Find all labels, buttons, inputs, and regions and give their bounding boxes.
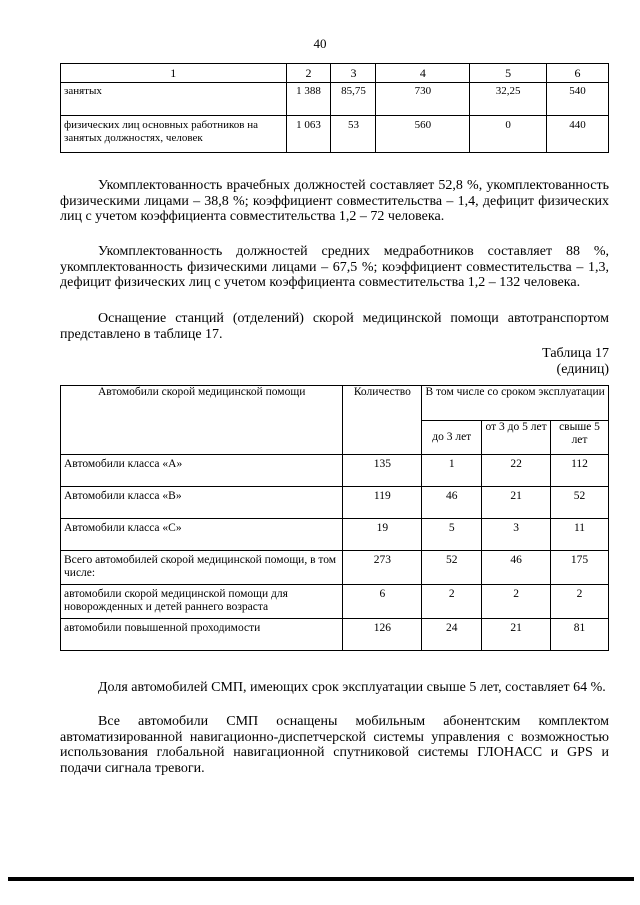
table-caption-unit: (единиц) [556, 362, 609, 377]
row-label: занятых [61, 83, 287, 116]
table-cell: 85,75 [331, 83, 376, 116]
table-cell: 1 388 [286, 83, 331, 116]
page-number: 40 [313, 36, 327, 51]
row-label: автомобили скорой медицинской помощи для новорожденных и детей раннего возраста [61, 585, 343, 619]
table-cell: 53 [331, 116, 376, 153]
paragraph-text: Доля автомобилей СМП, имеющих срок эксплуатации свыше 5 лет, составляет 64 %. [98, 680, 606, 695]
table-cell: 52 [551, 487, 609, 519]
row-label: Автомобили класса «В» [61, 487, 343, 519]
header-up-to-3: до 3 лет [422, 420, 482, 455]
table-cell: 540 [547, 83, 609, 116]
header-3-to-5: от 3 до 5 лет [482, 420, 551, 455]
table-caption [542, 346, 609, 378]
body-paragraph [60, 311, 609, 342]
table-cell: 22 [482, 455, 551, 487]
staffing-table-continuation [60, 63, 609, 153]
table-cell: 2 [482, 585, 551, 619]
table-cell: 52 [422, 551, 482, 585]
table-cell: 273 [343, 551, 422, 585]
body-paragraph [60, 244, 609, 291]
row-label: Автомобили класса «С» [61, 519, 343, 551]
row-label: физических лиц основных работников на занятых должностях, человек [61, 116, 287, 153]
body-paragraph [60, 178, 609, 225]
column-number: 6 [547, 64, 609, 83]
table-header-row [61, 386, 609, 421]
bottom-rule [8, 877, 634, 881]
paragraph-text: Укомплектованность врачебных должностей составляет 52,8 %, укомплектованность физическими лицами – 38,8 %; коэффициент совместительства – 1,4, дефицит физических лиц с учетом коэффициента совместительства 1,2 – 72 человека. [60, 178, 609, 225]
table-cell: 2 [422, 585, 482, 619]
table-cell: 730 [376, 83, 470, 116]
column-number: 1 [61, 64, 287, 83]
column-number: 4 [376, 64, 470, 83]
table-cell: 5 [422, 519, 482, 551]
body-paragraph [60, 680, 609, 696]
header-quantity: Количество [343, 386, 422, 455]
table-cell: 119 [343, 487, 422, 519]
column-number: 3 [331, 64, 376, 83]
table-cell: 6 [343, 585, 422, 619]
table-cell: 46 [482, 551, 551, 585]
table-cell: 175 [551, 551, 609, 585]
table-cell: 135 [343, 455, 422, 487]
column-number: 5 [470, 64, 547, 83]
body-paragraph [60, 714, 609, 776]
column-number-row [61, 64, 609, 83]
table-cell: 19 [343, 519, 422, 551]
table-cell: 1 063 [286, 116, 331, 153]
table-cell: 112 [551, 455, 609, 487]
table-cell: 21 [482, 619, 551, 651]
table-row [61, 83, 609, 116]
table-row [61, 619, 609, 651]
column-number: 2 [286, 64, 331, 83]
table-cell: 560 [376, 116, 470, 153]
paragraph-text: Оснащение станций (отделений) скорой медицинской помощи автотранспортом представлено в таблице 17. [60, 311, 609, 342]
row-label: Всего автомобилей скорой медицинской помощи, в том числе: [61, 551, 343, 585]
table-cell: 1 [422, 455, 482, 487]
row-label: Автомобили класса «А» [61, 455, 343, 487]
table-cell: 126 [343, 619, 422, 651]
table-row [61, 585, 609, 619]
ambulance-fleet-table [60, 385, 609, 651]
table-cell: 0 [470, 116, 547, 153]
table-cell: 2 [551, 585, 609, 619]
header-vehicles: Автомобили скорой медицинской помощи [61, 386, 343, 455]
table-row [61, 455, 609, 487]
table-caption-title: Таблица 17 [542, 346, 609, 361]
row-label: автомобили повышенной проходимости [61, 619, 343, 651]
table-cell: 24 [422, 619, 482, 651]
table-cell: 3 [482, 519, 551, 551]
table-cell: 32,25 [470, 83, 547, 116]
table-row [61, 487, 609, 519]
table-cell: 440 [547, 116, 609, 153]
header-over-5: свыше 5 лет [551, 420, 609, 455]
table-cell: 46 [422, 487, 482, 519]
table-row [61, 551, 609, 585]
table-cell: 11 [551, 519, 609, 551]
table-row [61, 116, 609, 153]
table-row [61, 519, 609, 551]
header-service-life: В том числе со сроком эксплуатации [422, 386, 609, 421]
paragraph-text: Укомплектованность должностей средних медработников составляет 88 %, укомплектованность физическими лицами – 67,5 %; коэффициент совместительства – 1,3, дефицит физических лиц с учетом коэффициента совместительства 1,2 – 132 человека. [60, 244, 609, 291]
paragraph-text: Все автомобили СМП оснащены мобильным абонентским комплектом автоматизированной навигационно-диспетчерской системы управления с возможностью использования глобальной навигационной спутниковой системы ГЛОНАСС и GPS и подачи сигнала тревоги. [60, 714, 609, 776]
table-cell: 21 [482, 487, 551, 519]
table-cell: 81 [551, 619, 609, 651]
